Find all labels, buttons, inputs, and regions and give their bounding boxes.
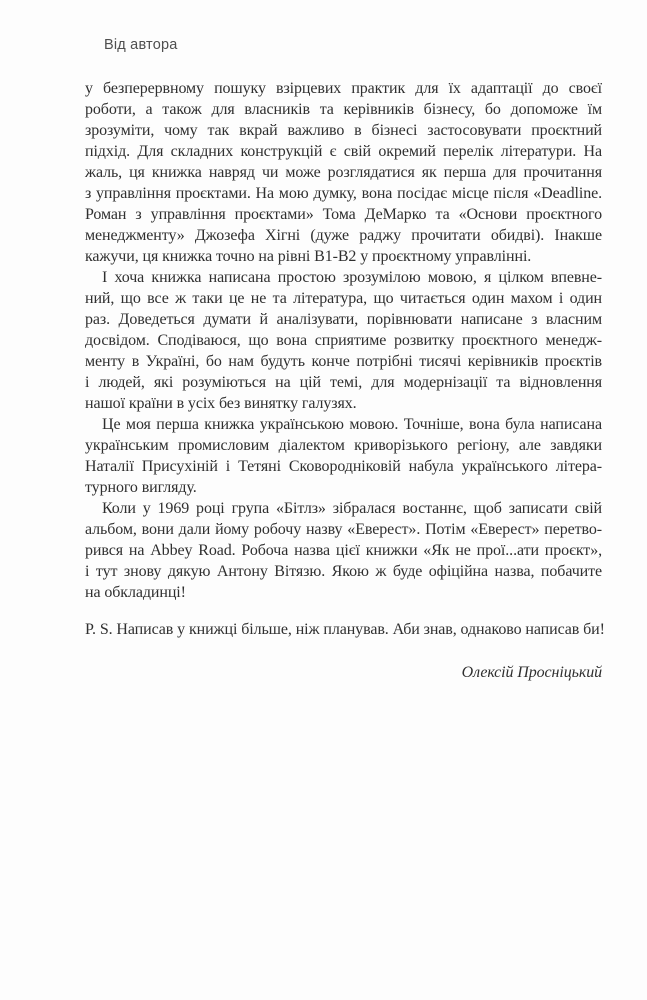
text-line: рився на Abbey Road. Робоча назва цієї книжки «Як не прої...ати проєкт», [85,542,602,559]
text-line: Це моя перша книжка українською мовою. Точніше, вона була написана [102,416,602,433]
text-line: Роман з управління проєктами» Тома ДеМарко та «Основи проєктного [85,206,602,223]
text-line: альбом, вони дали йому робочу назву «Еверест». Потім «Еверест» перетво- [85,521,602,538]
running-header: Від автора [104,37,178,53]
text-line: підхід. Для складних конструкцій є свій окремий перелік літератури. На [85,143,602,160]
text-line: нашої країни в усіх без винятку галузях. [85,395,357,412]
text-line: раз. Доведеться думати й аналізувати, порівнювати написане з власним [85,311,602,328]
text-line: менту в Україні, бо нам будуть конче потрібні тисячі керівників проєктів [85,353,602,370]
text-line: менеджменту» Джозефа Хігні (дуже раджу прочитати обидві). Інакше [85,227,602,244]
text-line: роботи, а також для власників та керівників бізнесу, бо допоможе їм [85,101,602,118]
text-line: з управління проєктами. На мою думку, вона посідає місце після «Deadline. [85,185,602,202]
text-line: у безперервному пошуку взірцевих практик для їх адаптації до своєї [85,80,602,97]
body-text-block [85,78,605,683]
text-line: зрозуміти, чому так вкрай важливо в бізнесі застосовувати проєктний [85,122,602,139]
paragraphs [85,78,602,603]
text-line: Коли у 1969 році група «Бітлз» зібралася востаннє, щоб записати свій [102,500,602,517]
text-line: на обкладинці! [85,584,186,601]
text-line: кажучи, ця книжка точно на рівні B1-B2 у проєктному управлінні. [85,248,532,265]
text-line: турного вигляду. [85,479,197,496]
text-line: жаль, ця книжка навряд чи може розглядатися як перша для прочитання [85,164,602,181]
text-line: українським промисловим діалектом криворізького регіону, але завдяки [85,437,602,454]
text-line: і тут знову дякую Антону Вітязю. Якою ж буде офіційна назва, побачите [85,563,602,580]
author-signature: Олексій Просніцький [461,664,602,681]
text-line: і людей, які розуміються на цій темі, для модернізації та відновлення [85,374,602,391]
text-line: Наталії Присухіній і Тетяні Сковородніковій набула українського літера- [85,458,602,475]
postscript-line: P. S. Написав у книжці більше, ніж планував. Аби знав, однаково написав би! [85,621,605,638]
text-line: І хоча книжка написана простою зрозумілою мовою, я цілком впевне- [102,269,602,286]
text-line: ний, що все ж таки це не та література, що читається один махом і один [85,290,602,307]
text-line: досвідом. Сподіваюся, що вона сприятиме розвитку проєктного менедж- [85,332,602,349]
